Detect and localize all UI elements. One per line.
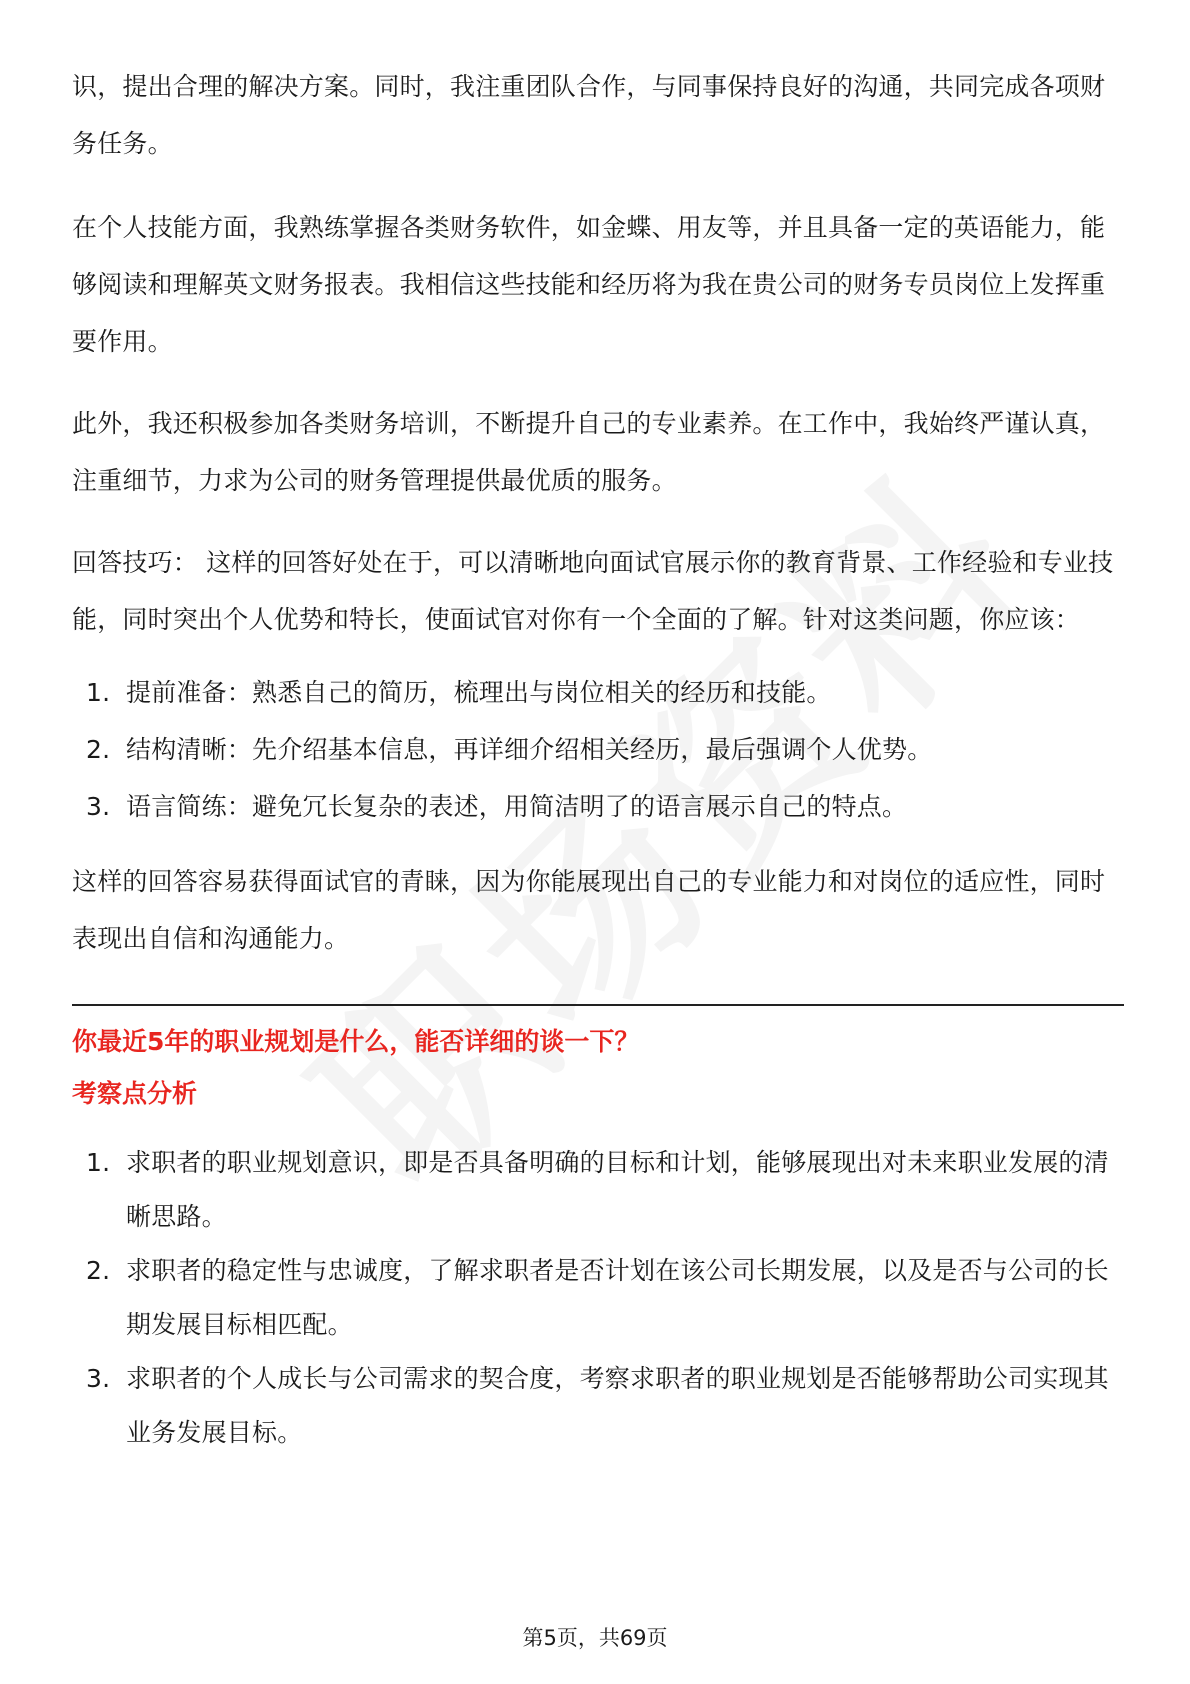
list-item-text: 提前准备：熟悉自己的简历，梳理出与岗位相关的经历和技能。 <box>126 678 832 707</box>
paragraph-closing: 这样的回答容易获得面试官的青睐，因为你能展现出自己的专业能力和对岗位的适应性，同时表现出自信和沟通能力。 <box>72 867 1106 953</box>
analysis-list <box>72 1136 1124 1460</box>
paragraph-intro-continuation: 识，提出合理的解决方案。同时，我注重团队合作，与同事保持良好的沟通，共同完成各项财务任务。 <box>72 72 1106 158</box>
list-number: 2. <box>86 1256 111 1285</box>
list-item-text: 求职者的稳定性与忠诚度，了解求职者是否计划在该公司长期发展，以及是否与公司的长期发展目标相匹配。 <box>126 1256 1109 1339</box>
list-item <box>72 721 1124 778</box>
question-heading: 你最近5年的职业规划是什么，能否详细的谈一下？ <box>72 1027 640 1056</box>
list-number: 1. <box>86 1148 111 1177</box>
list-item-text: 求职者的个人成长与公司需求的契合度，考察求职者的职业规划是否能够帮助公司实现其业务发展目标。 <box>126 1364 1109 1447</box>
tips-list <box>72 664 1124 835</box>
list-number: 3. <box>86 1364 111 1393</box>
list-item-text: 结构清晰：先介绍基本信息，再详细介绍相关经历，最后强调个人优势。 <box>126 735 933 764</box>
page-footer: 第5页，共69页 <box>522 1626 668 1650</box>
paragraph-skills: 在个人技能方面，我熟练掌握各类财务软件，如金蝶、用友等，并且具备一定的英语能力，能够阅读和理解英文财务报表。我相信这些技能和经历将为我在贵公司的财务专员岗位上发挥重要作用。 <box>72 213 1106 356</box>
list-item <box>72 664 1124 721</box>
list-item <box>72 778 1124 835</box>
paragraph-training: 此外，我还积极参加各类财务培训，不断提升自己的专业素养。在工作中，我始终严谨认真，注重细节，力求为公司的财务管理提供最优质的服务。 <box>72 409 1106 495</box>
list-number: 1. <box>86 678 111 707</box>
analysis-heading: 考察点分析 <box>72 1079 198 1108</box>
list-number: 2. <box>86 735 111 764</box>
list-item <box>72 1244 1124 1352</box>
list-number: 3. <box>86 792 111 821</box>
paragraph-answer-tips: 回答技巧： 这样的回答好处在于，可以清晰地向面试官展示你的教育背景、工作经验和专业技能，同时突出个人优势和特长，使面试官对你有一个全面的了解。针对这类问题，你应该： <box>72 548 1114 634</box>
list-item-text: 求职者的职业规划意识，即是否具备明确的目标和计划，能够展现出对未来职业发展的清晰思路。 <box>126 1148 1109 1231</box>
section-divider <box>72 1004 1124 1006</box>
list-item <box>72 1352 1124 1460</box>
list-item-text: 语言简练：避免冗长复杂的表述，用简洁明了的语言展示自己的特点。 <box>126 792 908 821</box>
list-item <box>72 1136 1124 1244</box>
page-content <box>72 58 1124 1460</box>
